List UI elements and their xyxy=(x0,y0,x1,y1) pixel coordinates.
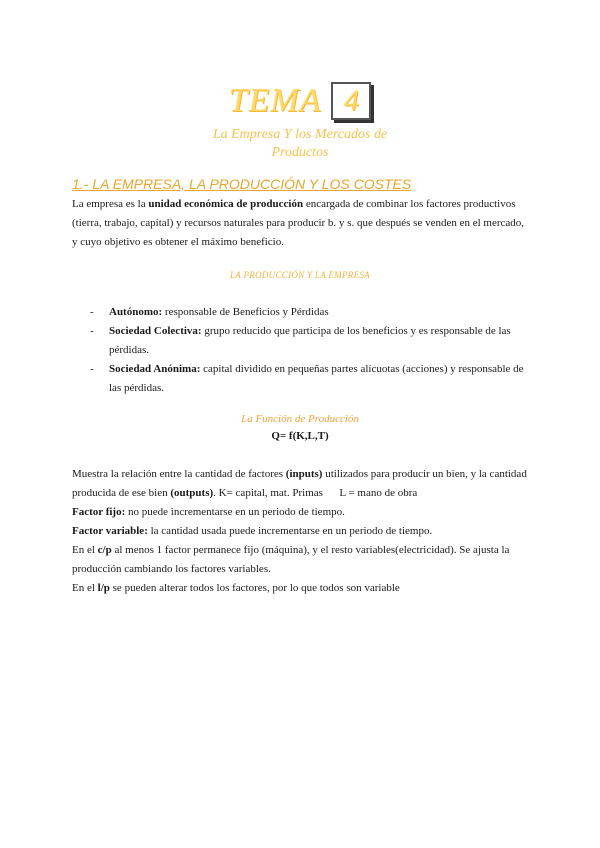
tema-number-box: 4 xyxy=(331,82,371,120)
factor-fijo-line xyxy=(72,503,532,522)
factor-variable-text: la cantidad usada puede incrementarse en un periodo de tiempo. xyxy=(147,525,433,537)
inputs-term: (inputs) xyxy=(285,468,323,480)
text-run: En el xyxy=(72,582,98,594)
intro-text-rest: encargada de combinar los factores productivos (tierra, trabajo, capital) y recursos naturales para producir b. y s. que después se venden en el mercado, y cuyo objetivo es obtener el máximo beneficio. xyxy=(72,198,525,248)
bullet-dash: - xyxy=(90,325,94,337)
subsection-heading-funcion: La Función de Producción xyxy=(241,413,359,425)
cp-term: c/p xyxy=(97,544,112,556)
largo-plazo-line xyxy=(72,579,532,598)
bullet-term: Autónomo: xyxy=(109,306,163,318)
bullet-text: responsable de Beneficios y Pérdidas xyxy=(162,306,329,318)
list-item xyxy=(90,322,530,360)
text-run: al menos 1 factor permanece fijo (máquina), y el resto variables(electricidad). Se ajusta la producción cambiando los factores variables. xyxy=(72,544,510,575)
bullet-text: capital dividido en pequeñas partes alícuotas (acciones) y responsable de las pérdidas. xyxy=(109,363,524,394)
subtitle-line-2: Productos xyxy=(271,145,329,160)
factor-variable-term: Factor variable: xyxy=(72,525,148,537)
subsection-heading-produccion: LA PRODUCCIÓN Y LA EMPRESA xyxy=(230,270,370,280)
funcion-paragraph xyxy=(72,465,532,503)
subtitle-line-1: La Empresa Y los Mercados de xyxy=(212,127,388,142)
bullet-term: Sociedad Anónima: xyxy=(109,363,201,375)
factor-variable-line xyxy=(72,522,532,541)
bullet-dash: - xyxy=(90,306,94,318)
list-item xyxy=(90,303,530,322)
intro-paragraph xyxy=(72,195,532,252)
lp-term: l/p xyxy=(97,582,110,594)
production-formula: Q= f(K,L,T) xyxy=(271,430,329,442)
factor-fijo-term: Factor fijo: xyxy=(72,506,126,518)
outputs-term: (outputs) xyxy=(170,487,214,499)
text-run: Muestra la relación entre la cantidad de factores xyxy=(72,468,286,480)
text-run: se pueden alterar todos los factores, por lo que todos son variable xyxy=(109,582,400,594)
text-run: En el xyxy=(72,544,98,556)
bullet-text: grupo reducido que participa de los beneficios y es responsable de las pérdidas. xyxy=(109,325,511,356)
section-heading: 1.- LA EMPRESA, LA PRODUCCIÓN Y LOS COSTES xyxy=(72,176,412,192)
list-item xyxy=(90,360,530,398)
title-row xyxy=(0,82,600,120)
intro-bold-term: unidad económica de producción xyxy=(148,198,304,210)
funcion-body xyxy=(72,465,532,598)
tema-title: TEMA xyxy=(228,82,322,119)
bullet-term: Sociedad Colectiva: xyxy=(109,325,202,337)
company-types-list xyxy=(90,303,530,398)
intro-text: La empresa es la xyxy=(72,198,149,210)
corto-plazo-line xyxy=(72,541,532,579)
factor-fijo-text: no puede incrementarse en un periodo de tiempo. xyxy=(125,506,345,518)
bullet-dash: - xyxy=(90,363,94,375)
text-run: . K= capital, mat. Primas L = mano de obra xyxy=(213,487,418,499)
text-run: utilizados para producir un bien, y la cantidad producida de ese bien xyxy=(72,468,527,499)
document-subtitle xyxy=(0,126,600,162)
